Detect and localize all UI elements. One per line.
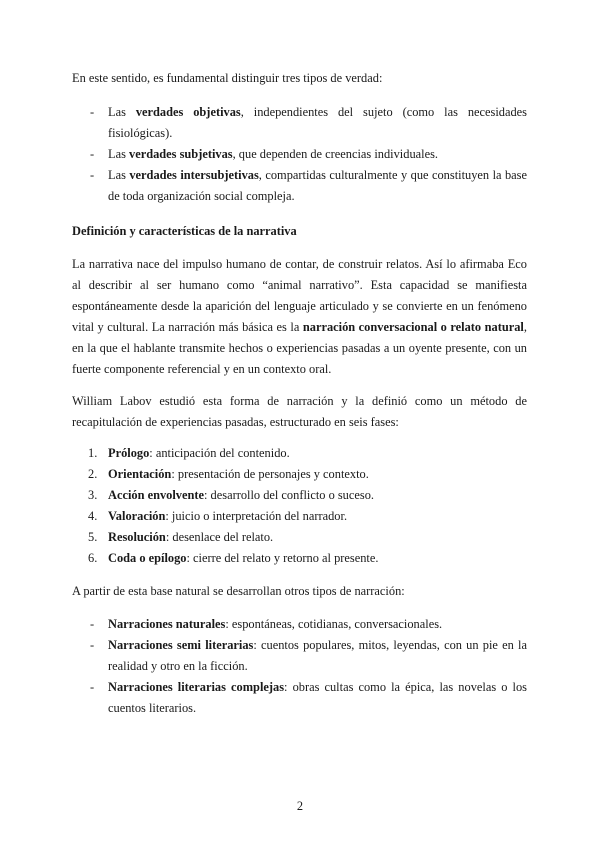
bold-term: Valoración [108, 509, 166, 523]
types-list [72, 614, 527, 719]
phases-list [72, 443, 527, 569]
list-marker: - [90, 617, 95, 631]
list-number: 1. [88, 446, 98, 460]
labov-paragraph: William Labov estudió esta forma de narración y la definió como un método de recapitulación de experiencias pasadas, estructurado en seis fases: [72, 394, 527, 429]
list-item: 4. Valoración: juicio o interpretación del narrador. [72, 506, 527, 527]
intro-paragraph: En este sentido, es fundamental distinguir tres tipos de verdad: [72, 71, 383, 85]
list-number: 6. [88, 551, 98, 565]
list-item: - Narraciones literarias complejas: obras cultas como la épica, las novelas o los cuentos literarios. [72, 677, 527, 719]
list-number: 5. [88, 530, 98, 544]
list-number: 3. [88, 488, 98, 502]
bold-term: verdades intersubjetivas [129, 168, 259, 182]
narrative-paragraph: La narrativa nace del impulso humano de contar, de construir relatos. Así lo afirmaba Eco al describir al ser humano como “animal narrativo”. Esta capacidad se manifiesta espontáneamente desde la aparición del lenguaje articulado y se convierte en un fenómeno vital y cultural. La narración más básica es la narración conversacional o relato natural, en la que el hablante transmite hechos o experiencias pasadas a un oyente presente, con un fuerte componente referencial y en un contexto oral. [72, 257, 527, 376]
types-intro-paragraph: A partir de esta base natural se desarrollan otros tipos de narración: [72, 584, 405, 598]
bold-term: Narraciones semi literarias [108, 638, 254, 652]
list-marker: - [90, 638, 95, 652]
bold-term: Narraciones literarias complejas [108, 680, 285, 694]
bold-term: verdades subjetivas [129, 147, 233, 161]
list-number: 4. [88, 509, 98, 523]
bold-term: Prólogo [108, 446, 150, 460]
bold-term: Resolución [108, 530, 166, 544]
bold-term: verdades objetivas [135, 105, 241, 119]
section-heading: Definición y características de la narrativa [72, 224, 297, 238]
truths-list [72, 102, 527, 207]
bold-term: Orientación [108, 467, 172, 481]
list-marker: - [90, 105, 95, 119]
bold-term: Coda o epílogo [108, 551, 187, 565]
list-item: - Las verdades intersubjetivas, compartidas culturalmente y que constituyen la base de toda organización social compleja. [72, 165, 527, 207]
list-marker: - [90, 168, 95, 182]
list-item: 2. Orientación: presentación de personajes y contexto. [72, 464, 527, 485]
bold-term: Acción envolvente [108, 488, 205, 502]
list-item: - Las verdades subjetivas, que dependen de creencias individuales. [72, 144, 527, 165]
list-number: 2. [88, 467, 98, 481]
list-item: - Las verdades objetivas, independientes del sujeto (como las necesidades fisiológicas). [72, 102, 527, 144]
bold-term: Narraciones naturales [108, 617, 226, 631]
list-item: 5. Resolución: desenlace del relato. [72, 527, 527, 548]
page-number: 2 [296, 799, 304, 813]
list-marker: - [90, 147, 95, 161]
list-item: 1. Prólogo: anticipación del contenido. [72, 443, 527, 464]
list-marker: - [90, 680, 95, 694]
bold-term: narración conversacional o relato natural [302, 320, 524, 334]
list-item: 3. Acción envolvente: desarrollo del conflicto o suceso. [72, 485, 527, 506]
list-item: - Narraciones naturales: espontáneas, cotidianas, conversacionales. [72, 614, 527, 635]
list-item: - Narraciones semi literarias: cuentos populares, mitos, leyendas, con un pie en la realidad y otro en la ficción. [72, 635, 527, 677]
list-item: 6. Coda o epílogo: cierre del relato y retorno al presente. [72, 548, 527, 569]
